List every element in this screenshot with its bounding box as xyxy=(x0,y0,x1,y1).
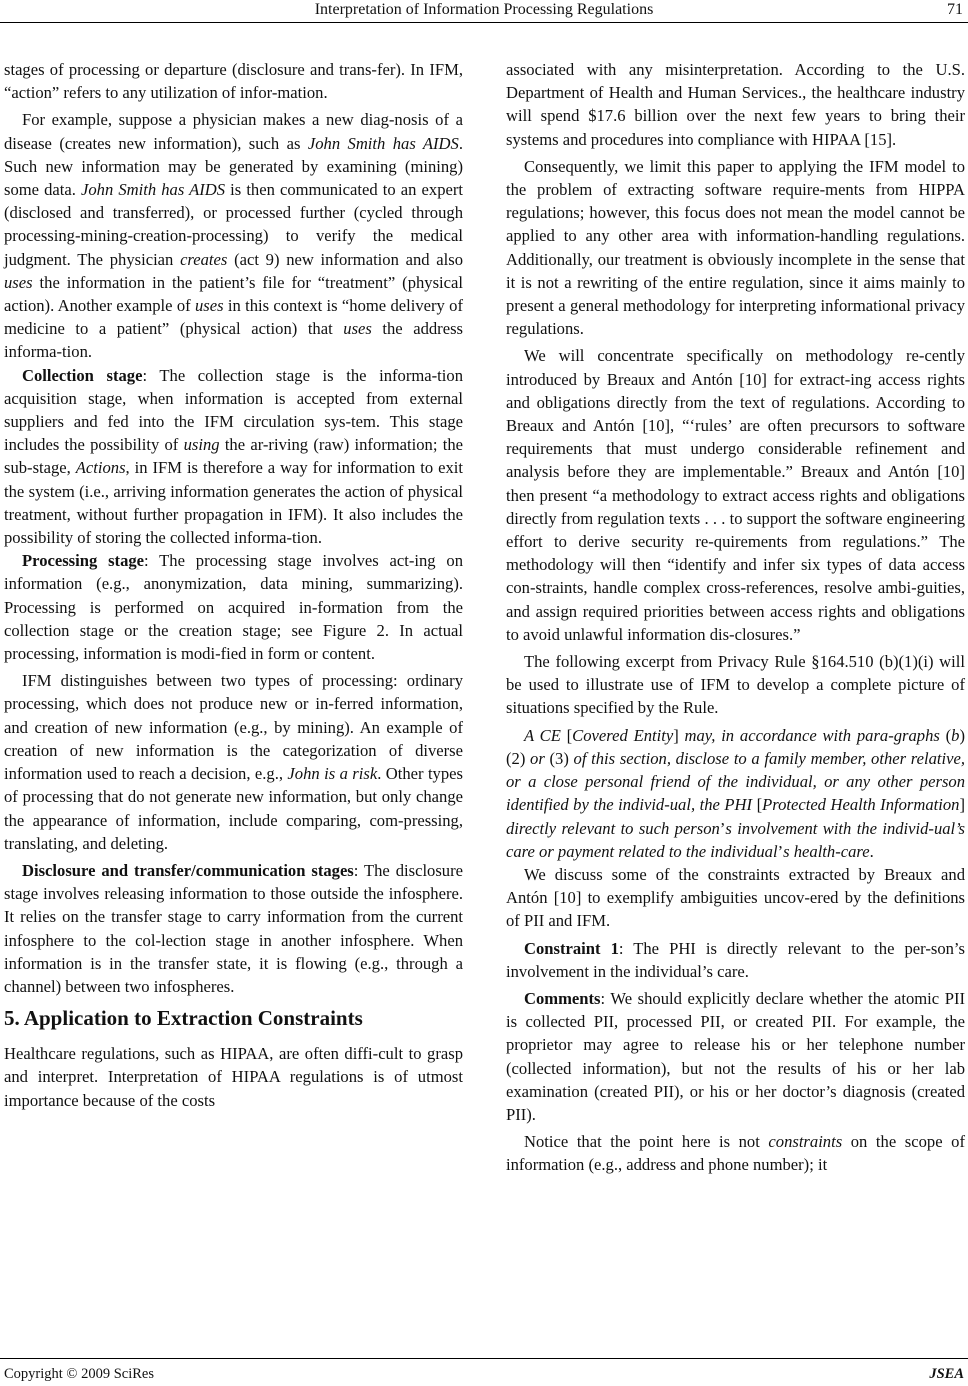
journal-abbreviation: JSEA xyxy=(929,1366,964,1382)
paragraph: Healthcare regulations, such as HIPAA, are often diffi-cult to grasp and interpret. Interpretation of HIPAA regulations is of utmost importance because of the costs xyxy=(4,1044,463,1110)
paragraph: Notice that the point here is not constraints on the scope of information (e.g., address and phone number); it xyxy=(506,1132,965,1175)
right-column xyxy=(506,58,965,1177)
running-title: Interpretation of Information Processing Regulations xyxy=(314,1,654,18)
header-rule xyxy=(0,22,968,23)
paragraph: Processing stage: The processing stage involves act-ing on information (e.g., anonymization, data mining, summarizing). Processing is performed on acquired in-formation from the collection stage or the creation stage; see Figure 2. In actual processing, information is modi-fied in form or content. xyxy=(4,551,463,664)
running-header xyxy=(0,0,968,22)
run-in-heading: Collection stage xyxy=(22,365,143,385)
footer-rule xyxy=(0,1358,968,1359)
paragraph: stages of processing or departure (disclosure and trans-fer). In IFM, “action” refers to any utilization of infor-mation. xyxy=(4,60,463,103)
paragraph: associated with any misinterpretation. According to the U.S. Department of Health and Human Services., the healthcare industry will spend $17.6 billion over the next few years to bring their systems and procedures into compliance with HIPAA [15]. xyxy=(506,60,965,149)
paragraph: The following excerpt from Privacy Rule §164.510 (b)(1)(i) will be used to illustrate use of IFM to develop a complete picture of situations specified by the Rule. xyxy=(506,652,965,718)
paragraph: For example, suppose a physician makes a new diag-nosis of a disease (creates new information), such as John Smith has AIDS. Such new information may be generated by examining (mining) some data. John Smith has AIDS is then communicated to an expert (disclosed and transferred), or processed further (cycled through processing-mining-creation-processing) to verify the medical judgment. The physician creates (act 9) new information and also uses the information in the patient’s file for “treatment” (physical action). Another example of uses in this context is “home delivery of medicine to a patient” (physical action) that uses the address informa-tion. xyxy=(4,110,463,362)
page-number: 71 xyxy=(947,1,963,18)
left-column xyxy=(4,58,463,1112)
run-in-heading: Disclosure and transfer/communication stages xyxy=(22,860,354,880)
paragraph: IFM distinguishes between two types of processing: ordinary processing, which does not produce new or in-ferred information, and creation of new information (e.g., by mining). An example of creation of new information is the categorization of diverse information used to reach a decision, e.g., John is a risk. Other types of processing that do not generate new information, but only change the appearance of information, include comparing, com-pressing, translating, and deleting. xyxy=(4,671,463,853)
paragraph: Constraint 1: The PHI is directly relevant to the per-son’s involvement in the individual’s care. xyxy=(506,938,965,981)
paragraph: We will concentrate specifically on methodology re-cently introduced by Breaux and Antón [10] for extract-ing access rights and obligations directly from the text of regulations. According to Breaux and Antón [10], “‘rules’ are often precursors to software requirements that must undergo considerable refinement and analysis before they are implementable.” Breaux and Antón [10] then present “a methodology to extract access rights and obligations directly from regulation texts . . . to support the software engineering effort to derive security re-quirements from regulations.” The methodology will then “identify and infer six types of data access con-straints, handle complex cross-references, resolve ambi-guities, and assign required priorities between access rights and obligations to avoid unlawful information dis-closures.” xyxy=(506,346,965,644)
paragraph: Comments: We should explicitly declare whether the atomic PII is collected PII, processed PII, or created PII. For example, the proprietor may agree to release his or her telephone number (collected information), but not the results of his or her lab examination (created PII), or his or her doctor’s diagnosis (created PII). xyxy=(506,988,965,1124)
run-in-heading: Comments xyxy=(524,988,601,1008)
run-in-heading: Constraint 1 xyxy=(524,938,619,958)
section-heading: 5. Application to Extraction Constraints xyxy=(4,1006,363,1031)
page-footer xyxy=(0,1360,968,1386)
copyright-notice: Copyright © 2009 SciRes xyxy=(4,1366,154,1382)
paragraph: Consequently, we limit this paper to applying the IFM model to the problem of extracting software require-ments from HIPPA regulations; however, this focus does not mean the model cannot be applied to any other area with information-handling regulations. Additionally, our treatment is obviously incomplete in the sense that it is not a rewriting of the entire regulation, since it aims mainly to present a general methodology for interpreting informational privacy regulations. xyxy=(506,156,965,339)
paragraph: We discuss some of the constraints extracted by Breaux and Antón [10] to exemplify ambiguities uncov-ered by the definitions of PII and IFM. xyxy=(506,864,965,931)
run-in-heading: Processing stage xyxy=(22,551,145,571)
paragraph: Collection stage: The collection stage is the informa-tion acquisition stage, when information is accepted from external suppliers and fed into the IFM circulation sys-tem. This stage includes the possibility of using the ar-riving (raw) information; the sub-stage, Actions, in IFM is therefore a way for information to exit the system (i.e., arriving information generates the action of physical treatment, without further propagation in IFM). It also includes the possibility of storing the collected informa-tion. xyxy=(4,365,463,548)
quoted-rule-excerpt: A CE [Covered Entity] may, in accordance with para-graphs (b)(2) or (3) of this section, disclose to a family member, other relative, or a close personal friend of the individual, or any other person identified by the individ-ual, the PHI [Protected Health Information] directly relevant to such person’s involvement with the individ-ual’s care or payment related to the individual’s health-care. xyxy=(506,725,966,861)
paragraph: Disclosure and transfer/communication stages: The disclosure stage involves releasing information to those outside the infosphere. It relies on the transfer stage to carry information from the current infosphere to the col-lection stage in another infosphere. When information is in the transfer state, it is flowing (e.g., through a channel) between two infospheres. xyxy=(4,860,463,996)
